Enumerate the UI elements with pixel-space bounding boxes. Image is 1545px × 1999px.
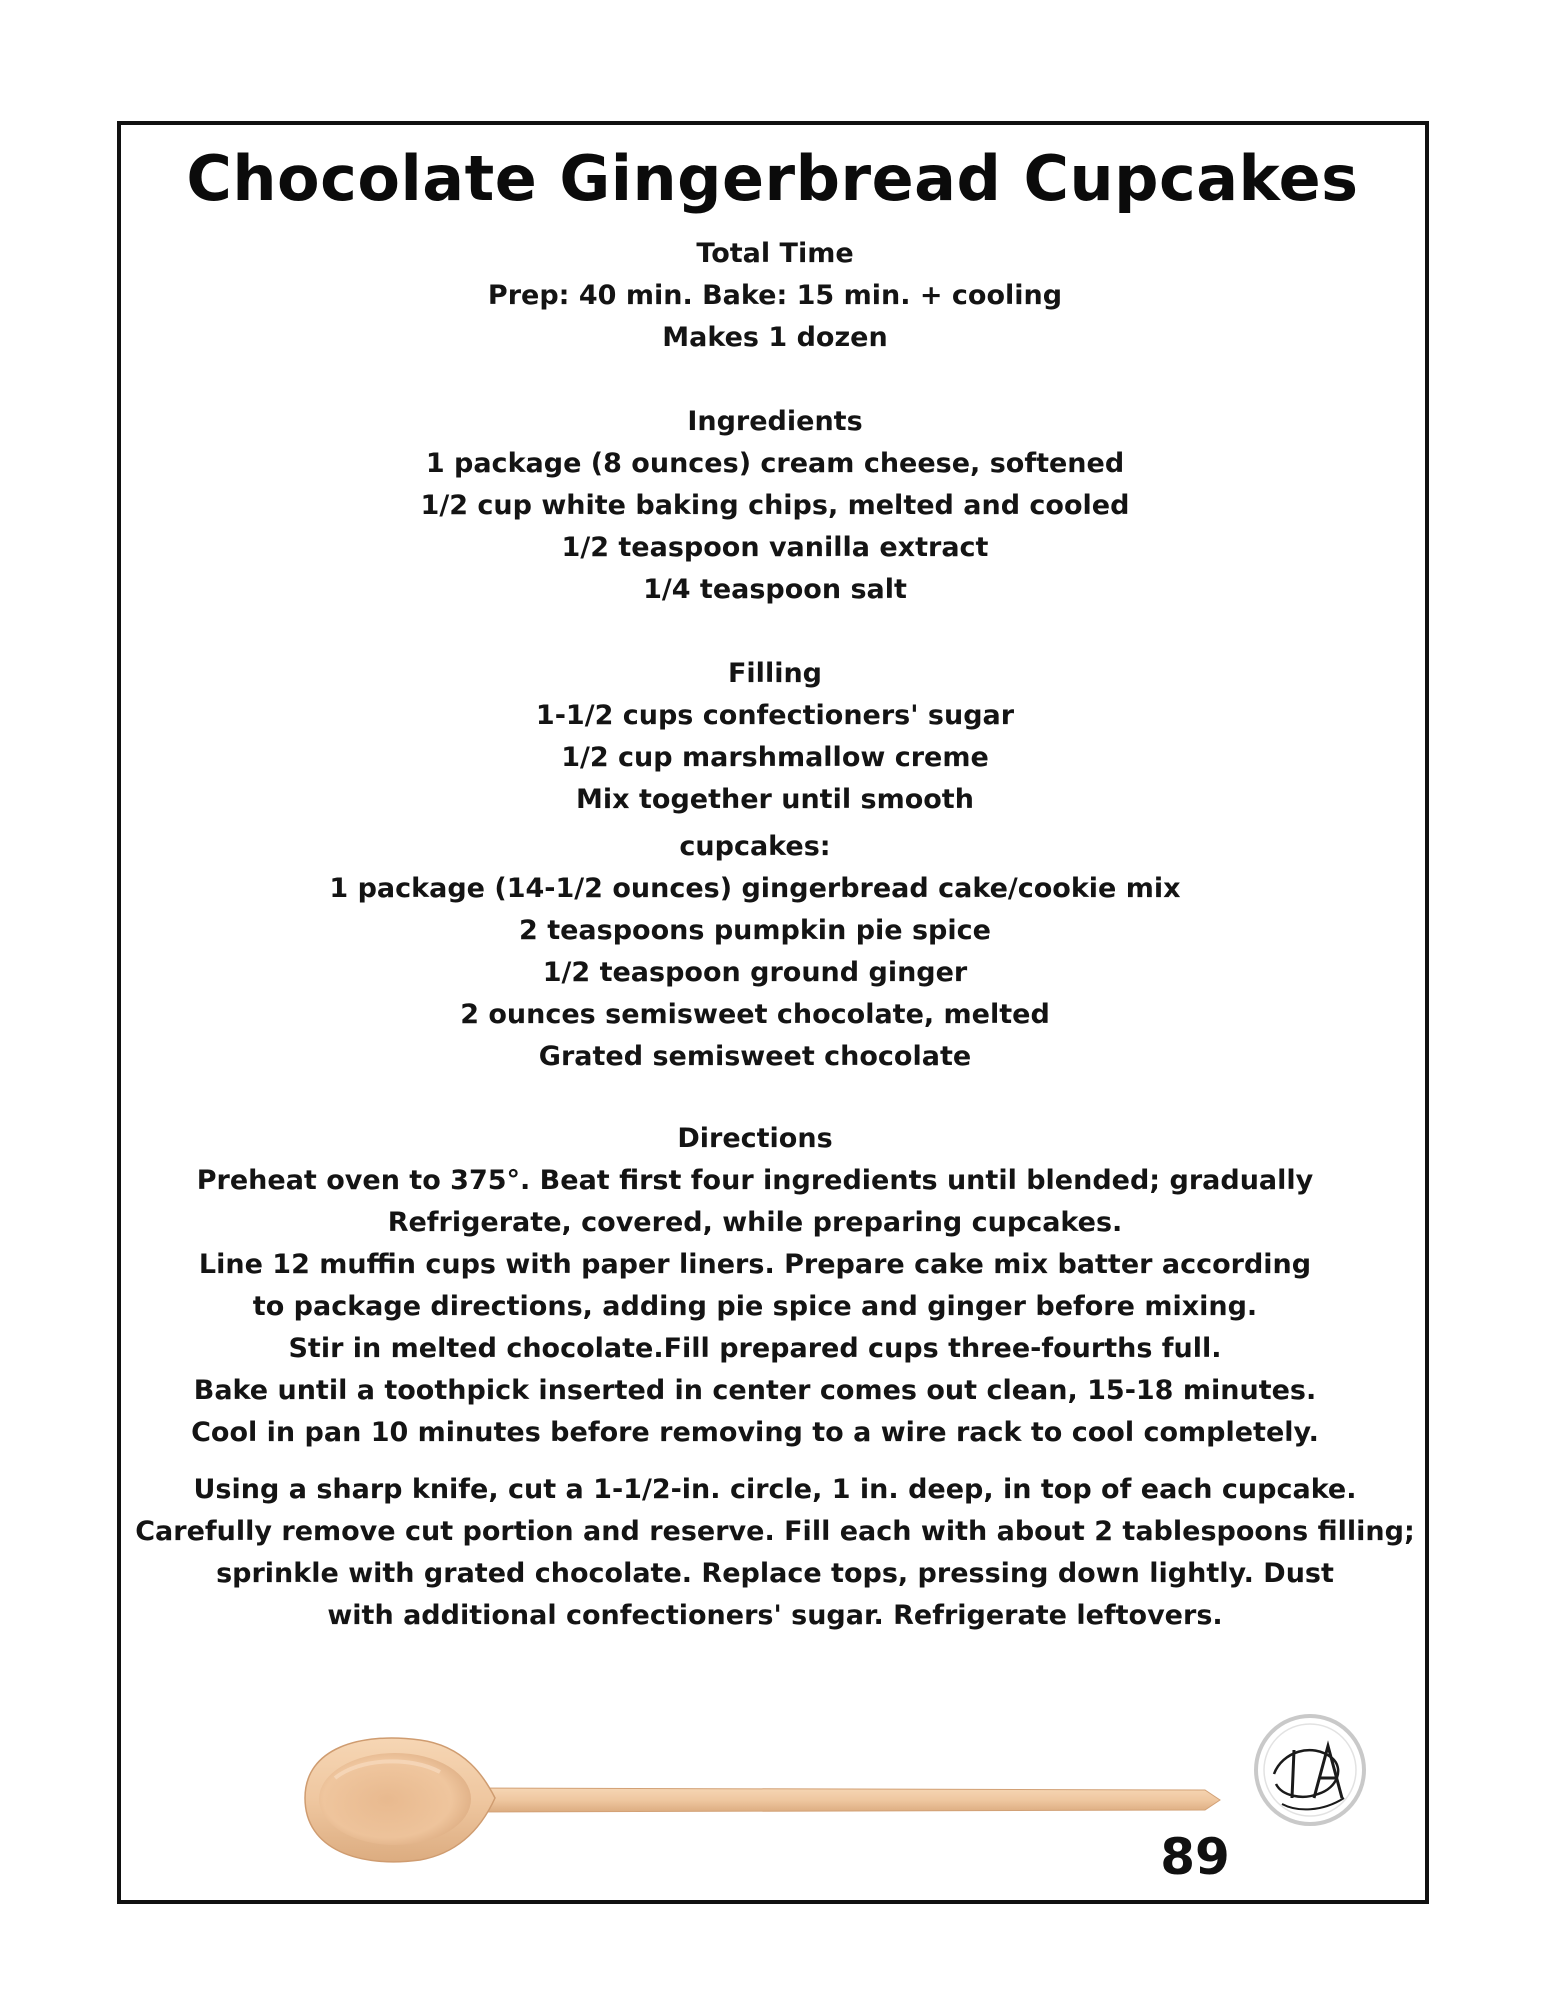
direction-line: sprinkle with grated chocolate. Replace tops, pressing down lightly. Dust (216, 1558, 1334, 1589)
recipe-title: Chocolate Gingerbread Cupcakes (186, 142, 1359, 215)
cupcake-item: Grated semisweet chocolate (538, 1041, 972, 1072)
page-number: 89 (1160, 1828, 1230, 1886)
direction-line: with additional confectioners' sugar. Refrigerate leftovers. (327, 1600, 1223, 1631)
filling-item: Mix together until smooth (576, 784, 974, 815)
filling-item: 1-1/2 cups confectioners' sugar (535, 700, 1015, 731)
direction-line: Refrigerate, covered, while preparing cupcakes. (387, 1207, 1123, 1238)
direction-line: Bake until a toothpick inserted in center comes out clean, 15-18 minutes. (193, 1375, 1317, 1406)
yield: Makes 1 dozen (662, 322, 888, 353)
directions-section (110, 1118, 1400, 1454)
direction-line: Line 12 muffin cups with paper liners. Prepare cake mix batter according (198, 1249, 1312, 1280)
directions-continued (125, 1469, 1425, 1637)
cupcake-item: 2 teaspoons pumpkin pie spice (519, 915, 991, 946)
time-section (130, 233, 1420, 359)
cupcakes-heading: cupcakes: (679, 831, 831, 862)
direction-line: Stir in melted chocolate.Fill prepared cups three-fourths full. (288, 1333, 1222, 1364)
monogram-logo-icon (1252, 1712, 1368, 1828)
filling-item: 1/2 cup marshmallow creme (561, 742, 989, 773)
cupcake-item: 1 package (14-1/2 ounces) gingerbread cake/cookie mix (329, 873, 1181, 904)
filling-section (130, 653, 1420, 821)
cupcake-item: 2 ounces semisweet chocolate, melted (460, 999, 1050, 1030)
cupcake-item: 1/2 teaspoon ground ginger (542, 957, 968, 988)
direction-line: Using a sharp knife, cut a 1-1/2-in. circle, 1 in. deep, in top of each cupcake. (193, 1474, 1357, 1505)
direction-line: Cool in pan 10 minutes before removing to a wire rack to cool completely. (191, 1417, 1319, 1448)
time-heading: Total Time (696, 238, 854, 269)
ingredients-section (130, 401, 1420, 611)
ingredient-item: 1 package (8 ounces) cream cheese, softened (425, 448, 1125, 479)
filling-heading: Filling (727, 658, 822, 689)
cupcakes-section (110, 826, 1400, 1078)
ingredient-item: 1/2 teaspoon vanilla extract (561, 532, 989, 563)
direction-line: Carefully remove cut portion and reserve. Fill each with about 2 tablespoons filling; (135, 1516, 1415, 1547)
wooden-spoon-icon (300, 1728, 1250, 1870)
prep-bake-time: Prep: 40 min. Bake: 15 min. + cooling (487, 280, 1063, 311)
direction-line: Preheat oven to 375°. Beat first four ingredients until blended; gradually (196, 1165, 1314, 1196)
direction-line: to package directions, adding pie spice and ginger before mixing. (252, 1291, 1258, 1322)
ingredient-item: 1/2 cup white baking chips, melted and cooled (420, 490, 1130, 521)
directions-heading: Directions (677, 1123, 833, 1154)
ingredient-item: 1/4 teaspoon salt (643, 574, 907, 605)
ingredients-heading: Ingredients (687, 406, 863, 437)
